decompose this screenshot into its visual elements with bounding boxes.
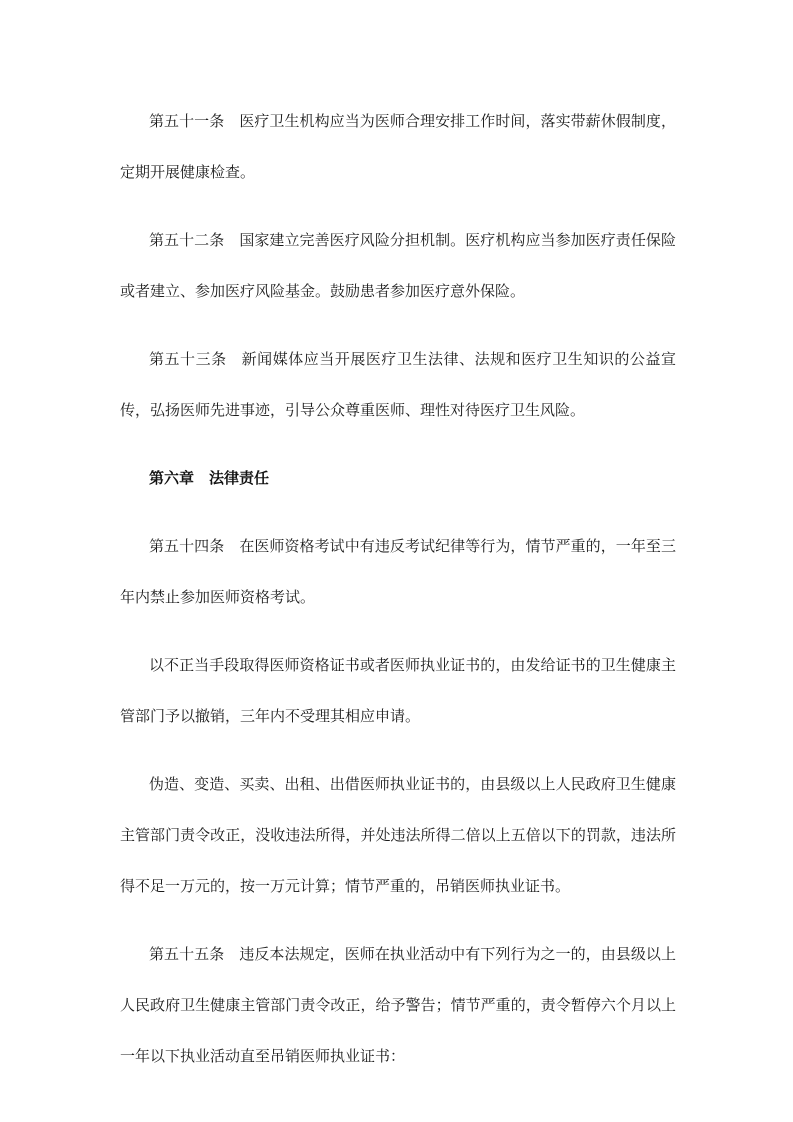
article-text: 在医师资格考试中有违反考试纪律等行为，情节严重的，一年至三年内禁止参加医师资格考试。 [120,537,676,606]
article-text: 医疗卫生机构应当为医师合理安排工作时间，落实带薪休假制度，定期开展健康检查。 [120,112,676,181]
article-55 [120,929,676,1082]
article-number: 第五十二条 [149,231,225,249]
document-page [120,96,676,1082]
chapter-title: 法律责任 [209,469,270,487]
article-text: 国家建立完善医疗风险分担机制。医疗机构应当参加医疗责任保险或者建立、参加医疗风险基金。鼓励患者参加医疗意外保险。 [120,231,676,300]
article-54 [120,521,676,623]
paragraph-text: 伪造、变造、买卖、出租、出借医师执业证书的，由县级以上人民政府卫生健康主管部门责令改正，没收违法所得，并处违法所得二倍以上五倍以下的罚款，违法所得不足一万元的，按一万元计算；情节严重的，吊销医师执业证书。 [120,775,676,895]
article-text: 违反本法规定，医师在执业活动中有下列行为之一的，由县级以上人民政府卫生健康主管部门责令改正，给予警告；情节严重的，责令暂停六个月以上一年以下执业活动直至吊销医师执业证书： [120,945,676,1065]
article-52 [120,215,676,317]
article-number: 第五十一条 [149,112,225,130]
chapter-heading [120,453,676,504]
article-54-paragraph-3 [120,759,676,912]
article-number: 第五十五条 [149,945,225,963]
chapter-number: 第六章 [149,469,195,487]
paragraph-text: 以不正当手段取得医师资格证书或者医师执业证书的，由发给证书的卫生健康主管部门予以撤销，三年内不受理其相应申请。 [120,656,676,725]
article-53 [120,334,676,436]
article-number: 第五十三条 [149,350,227,368]
article-number: 第五十四条 [149,537,225,555]
article-text: 新闻媒体应当开展医疗卫生法律、法规和医疗卫生知识的公益宣传，弘扬医师先进事迹，引导公众尊重医师、理性对待医疗卫生风险。 [120,350,676,419]
article-51 [120,96,676,198]
article-54-paragraph-2 [120,640,676,742]
